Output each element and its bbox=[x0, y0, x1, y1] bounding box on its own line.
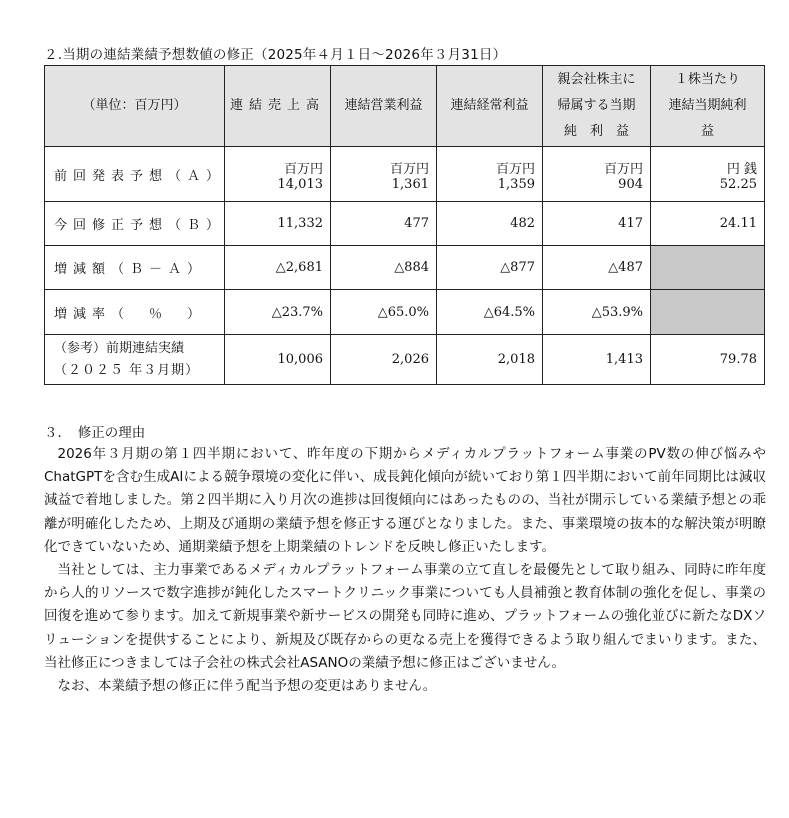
row-label-revised: 今回修正予想（Ｂ） bbox=[45, 202, 225, 246]
table-cell: 1,413 bbox=[543, 335, 651, 385]
reason-paragraph: 当社としては、主力事業であるメディカルプラットフォーム事業の立て直しを最優先として取り組み、同時に昨年度から人的リソースで数字進捗が鈍化したスマートクリニック事業についても人員補強と教育体制の強化を促し、事業の回復を進めて参ります。加えて新規事業や新サービスの開発も同時に進め、プラットフォームの強化並びに新たなDXソリューションを提供することにより、新規及び既存からの更なる売上を獲得できるよう取り組んでまいります。また、当社修正につきましては子会社の株式会社ASANOの業績予想に修正はございません。 bbox=[44, 562, 767, 671]
table-cell: 482 bbox=[437, 202, 543, 246]
col-header-ordinary-income: 連結経常利益 bbox=[437, 66, 543, 147]
table-cell: 24.11 bbox=[651, 202, 765, 246]
row-label-change-rate: 増減率（ ％ ） bbox=[45, 290, 225, 335]
table-row-change-rate bbox=[45, 290, 765, 335]
col-header-eps: １株当たり 連結当期純利 益 bbox=[651, 66, 765, 147]
reason-paragraph: 2026年３月期の第１四半期において、昨年度の下期からメディカルプラットフォーム事業のPV数の伸び悩みやChatGPTを含む生成AIによる競争環境の変化に伴い、成長鈍化傾向が続いており第１四半期において前年同期比は減収減益で着地しました。第２四半期に入り月次の進捗は回復傾向にはあったものの、当社が開示している業績予想との乖離が明確化したため、上期及び通期の業績予想を修正する運びとなりました。また、事業環境の抜本的な解決策が明瞭化できていないため、通期業績予想を上期業績のトレンドを反映し修正いたします。 bbox=[44, 446, 766, 555]
table-row-reference bbox=[45, 335, 765, 385]
table-cell: 2,018 bbox=[437, 335, 543, 385]
section-2-title: ２.当期の連結業績予想数値の修正（2025年４月１日～2026年３月31日） bbox=[44, 47, 507, 63]
row-label-reference: （参考）前期連結実績 （２０２５ 年３月期） bbox=[45, 335, 225, 385]
table-cell-blank bbox=[651, 290, 765, 335]
table-cell: △877 bbox=[437, 246, 543, 290]
reason-paragraph: なお、本業績予想の修正に伴う配当予想の変更はありません。 bbox=[57, 678, 437, 695]
table-cell: △64.5% bbox=[437, 290, 543, 335]
forecast-table bbox=[44, 65, 765, 385]
table-cell: 百万円 1,361 bbox=[331, 147, 437, 202]
col-header-net-income-parent: 親会社株主に 帰属する当期 純 利 益 bbox=[543, 66, 651, 147]
table-cell: 円 銭 52.25 bbox=[651, 147, 765, 202]
table-cell: 百万円 1,359 bbox=[437, 147, 543, 202]
table-cell: 百万円 904 bbox=[543, 147, 651, 202]
table-cell: 477 bbox=[331, 202, 437, 246]
table-cell: 417 bbox=[543, 202, 651, 246]
col-header-net-sales: 連結売上高 bbox=[225, 66, 331, 147]
table-cell: △2,681 bbox=[225, 246, 331, 290]
table-cell: 79.78 bbox=[651, 335, 765, 385]
table-row-revised-forecast bbox=[45, 202, 765, 246]
table-cell: △487 bbox=[543, 246, 651, 290]
table-cell: △65.0% bbox=[331, 290, 437, 335]
row-label-change-amount: 増減額（Ｂ－Ａ） bbox=[45, 246, 225, 290]
unit-label-cell: （単位：百万円） bbox=[45, 66, 225, 147]
table-cell: 11,332 bbox=[225, 202, 331, 246]
table-row-previous-forecast bbox=[45, 147, 765, 202]
section-3-title: ３． 修正の理由 bbox=[44, 425, 146, 441]
row-label-previous: 前回発表予想（Ａ） bbox=[45, 147, 225, 202]
table-cell: 百万円 14,013 bbox=[225, 147, 331, 202]
table-cell: △23.7% bbox=[225, 290, 331, 335]
table-cell: 2,026 bbox=[331, 335, 437, 385]
table-cell: 10,006 bbox=[225, 335, 331, 385]
table-cell: △884 bbox=[331, 246, 437, 290]
revision-reason-text bbox=[44, 443, 766, 698]
header-row bbox=[45, 66, 765, 147]
table-row-change-amount bbox=[45, 246, 765, 290]
col-header-operating-income: 連結営業利益 bbox=[331, 66, 437, 147]
table-cell: △53.9% bbox=[543, 290, 651, 335]
table-cell-blank bbox=[651, 246, 765, 290]
